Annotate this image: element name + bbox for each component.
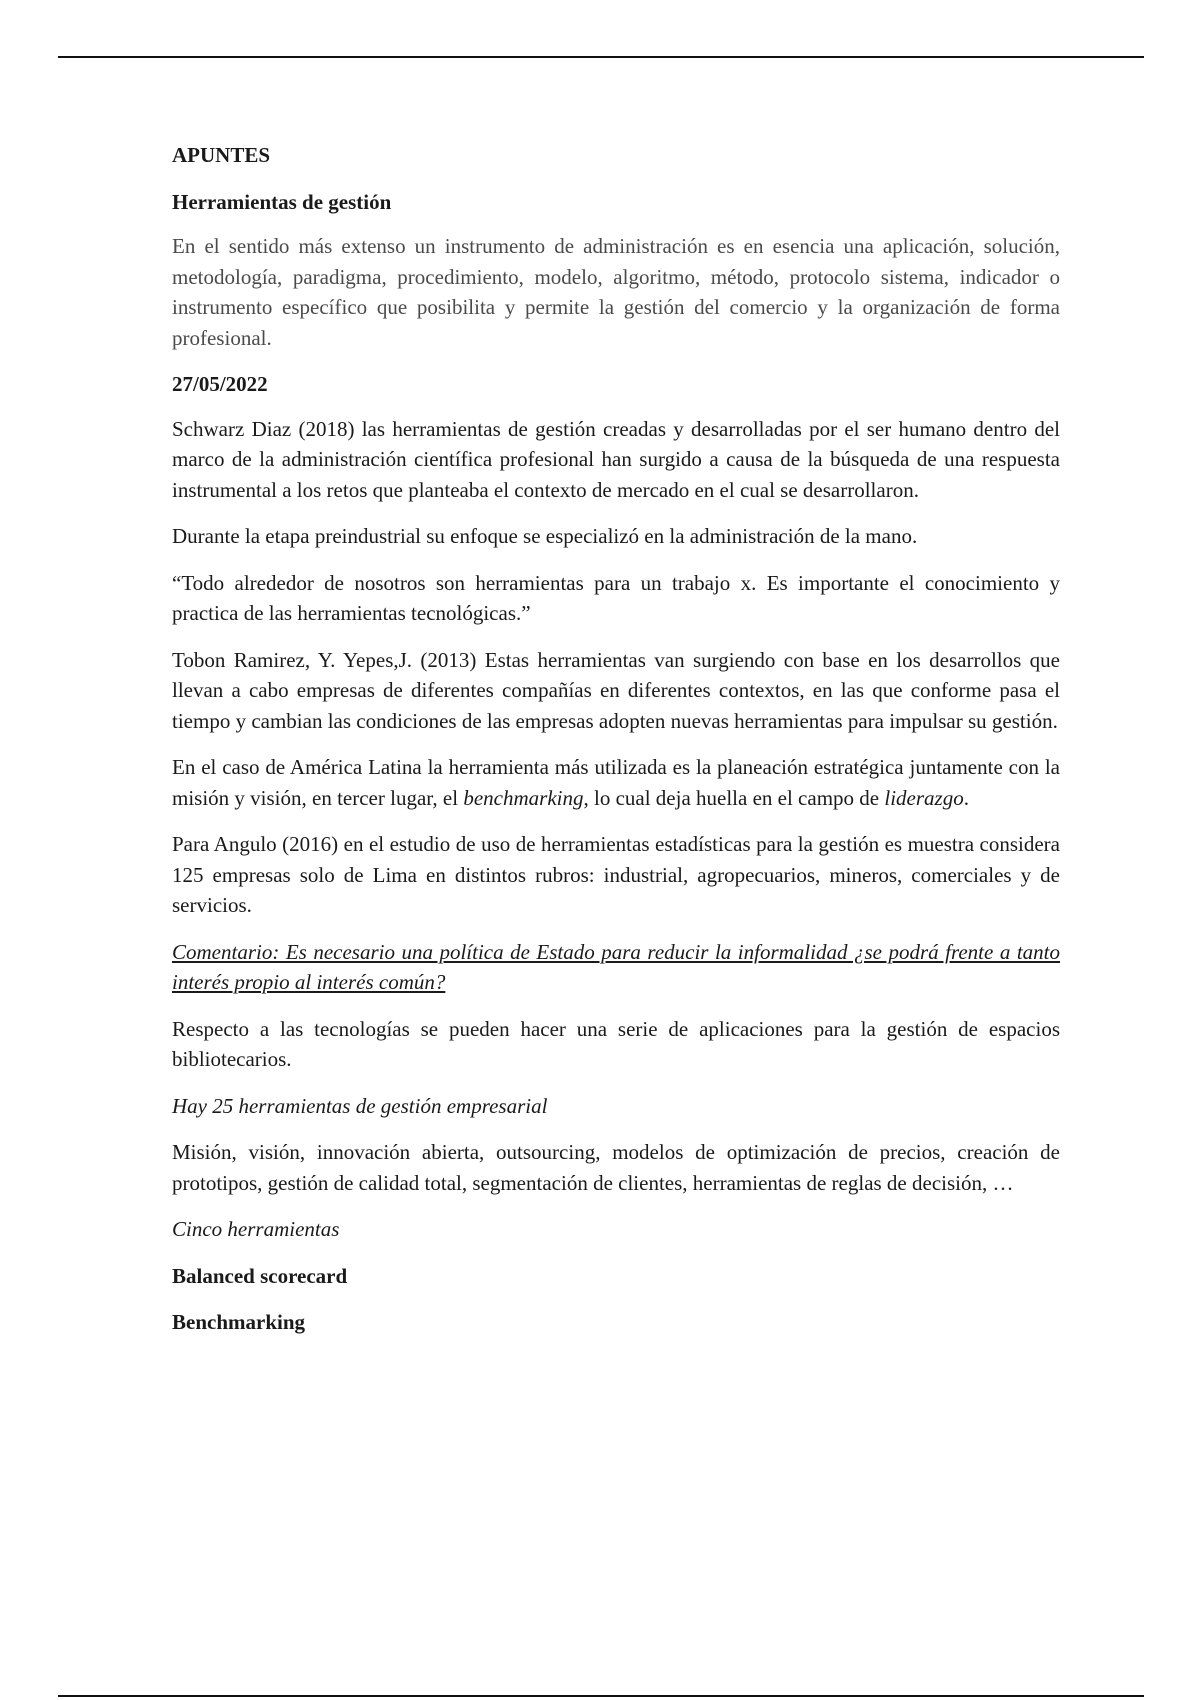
p4-text-b: , lo cual deja huella en el campo de (583, 785, 885, 810)
p4-benchmarking: benchmarking (463, 785, 584, 810)
comment-paragraph: Comentario: Es necesario una política de Estado para reducir la informalidad ¿se podrá frente a tanto interés propio al interés común? (172, 939, 1060, 994)
date-heading: 27/05/2022 (172, 372, 268, 396)
paragraph-tobon: Tobon Ramirez, Y. Yepes,J. (2013) Estas herramientas van surgiendo con base en los desarrollos que llevan a cabo empresas de diferentes compañías en diferentes contextos, en las que conforme pasa el tiempo y cambian las condiciones de las empresas adopten nuevas herramientas para impulsar su gestión. (172, 647, 1060, 733)
document-body (172, 140, 1060, 1354)
intro-paragraph: En el sentido más extenso un instrumento de administración es en esencia una aplicación, solución, metodología, paradigma, procedimiento, modelo, algoritmo, método, protocolo sistema, indicador o instrumento específico que posibilita y permite la gestión del comercio y la organización de forma profesional. (172, 234, 1060, 350)
paragraph-schwarz: Schwarz Diaz (2018) las herramientas de gestión creadas y desarrolladas por el ser humano dentro del marco de la administración científica profesional han surgido a causa de la búsqueda de una respuesta instrumental a los retos que planteaba el contexto de mercado en el cual se desarrollaron. (172, 416, 1060, 502)
bottom-rule (58, 1695, 1144, 1697)
subheading-five-tools: Cinco herramientas (172, 1217, 340, 1241)
p4-text-c: . (963, 785, 969, 810)
heading: APUNTES (172, 143, 271, 167)
paragraph-tool-list: Misión, visión, innovación abierta, outsourcing, modelos de optimización de precios, creación de prototipos, gestión de calidad total, segmentación de clientes, herramientas de reglas de decisión, … (172, 1140, 1060, 1195)
p4-liderazgo: liderazgo (884, 785, 964, 810)
section-title: Herramientas de gestión (172, 189, 392, 214)
quote-paragraph: “Todo alrededor de nosotros son herramientas para un trabajo x. Es importante el conocimiento y practica de las herramientas tecnológicas.” (172, 570, 1060, 625)
paragraph-angulo: Para Angulo (2016) en el estudio de uso de herramientas estadísticas para la gestión es muestra considera 125 empresas solo de Lima en distintos rubros: industrial, agropecuarios, mineros, comerciales y de servicios. (172, 832, 1060, 917)
top-rule (58, 56, 1144, 58)
paragraph-america-latina (172, 752, 1060, 813)
p4-text-a: En el caso de América Latina la herramienta más utilizada es la planeación estratégica juntamente con la misión y visión, en tercer lugar, el (172, 755, 1060, 810)
paragraph-preindustrial: Durante la etapa preindustrial su enfoque se especializó en la administración de la mano. (172, 524, 918, 548)
tool-benchmarking: Benchmarking (172, 1310, 306, 1334)
subheading-25-tools: Hay 25 herramientas de gestión empresarial (172, 1093, 548, 1118)
tool-balanced-scorecard: Balanced scorecard (172, 1263, 348, 1288)
paragraph-tecnologias: Respecto a las tecnologías se pueden hacer una serie de aplicaciones para la gestión de espacios bibliotecarios. (172, 1016, 1060, 1071)
